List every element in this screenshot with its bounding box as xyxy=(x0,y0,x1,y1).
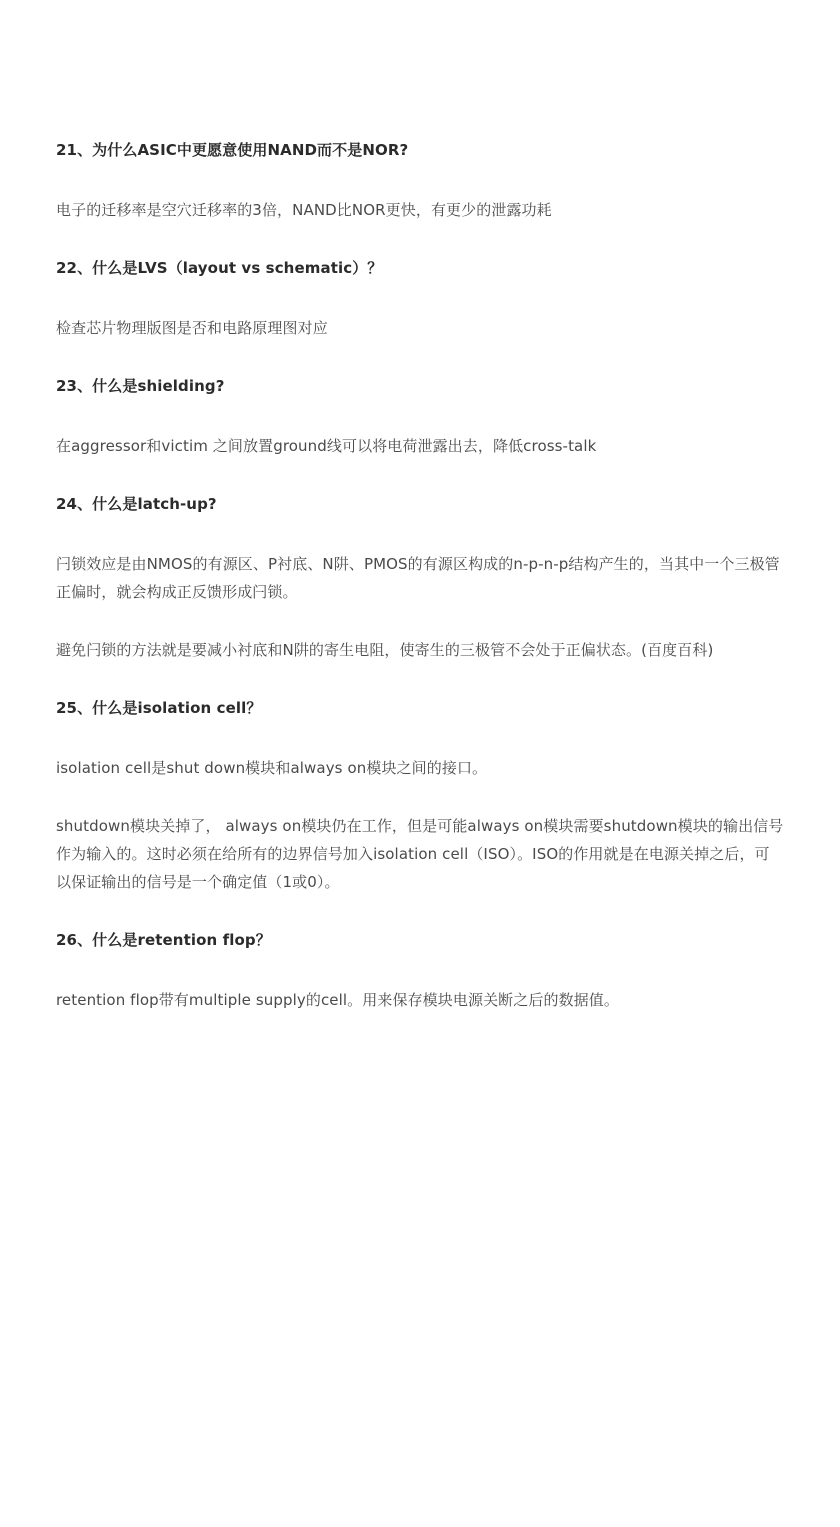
section-paragraph: 避免闩锁的方法就是要减小衬底和N阱的寄生电阻，使寄生的三极管不会处于正偏状态。(百度百科) xyxy=(56,641,714,659)
article-body xyxy=(56,138,784,1014)
section-23 xyxy=(56,374,784,460)
section-heading: 25、什么是isolation cell？ xyxy=(56,699,262,717)
section-heading: 26、什么是retention flop？ xyxy=(56,931,271,949)
section-heading: 23、什么是shielding? xyxy=(56,377,225,395)
section-paragraph: 电子的迁移率是空穴迁移率的3倍，NAND比NOR更快，有更少的泄露功耗 xyxy=(56,201,552,219)
section-24 xyxy=(56,492,784,664)
section-26 xyxy=(56,928,784,1014)
section-heading: 22、什么是LVS（layout vs schematic）？ xyxy=(56,259,383,277)
section-heading: 24、什么是latch-up? xyxy=(56,495,217,513)
section-heading: 21、为什么ASIC中更愿意使用NAND而不是NOR? xyxy=(56,141,409,159)
section-21 xyxy=(56,138,784,224)
section-25 xyxy=(56,696,784,896)
section-paragraph: 在aggressor和victim 之间放置ground线可以将电荷泄露出去，降低cross-talk xyxy=(56,437,597,455)
section-paragraph: retention flop带有multiple supply的cell。用来保存模块电源关断之后的数据值。 xyxy=(56,991,619,1009)
section-paragraph: 闩锁效应是由NMOS的有源区、P衬底、N阱、PMOS的有源区构成的n-p-n-p结构产生的，当其中一个三极管正偏时，就会构成正反馈形成闩锁。 xyxy=(56,555,780,601)
section-paragraph: shutdown模块关掉了， always on模块仍在工作，但是可能always on模块需要shutdown模块的输出信号作为输入的。这时必须在给所有的边界信号加入isolation cell（ISO）。ISO的作用就是在电源关掉之后，可以保证输出的信号是一个确定值（1或0）。 xyxy=(56,817,784,891)
section-paragraph: isolation cell是shut down模块和always on模块之间的接口。 xyxy=(56,759,488,777)
section-paragraph: 检查芯片物理版图是否和电路原理图对应 xyxy=(56,319,328,337)
section-22 xyxy=(56,256,784,342)
